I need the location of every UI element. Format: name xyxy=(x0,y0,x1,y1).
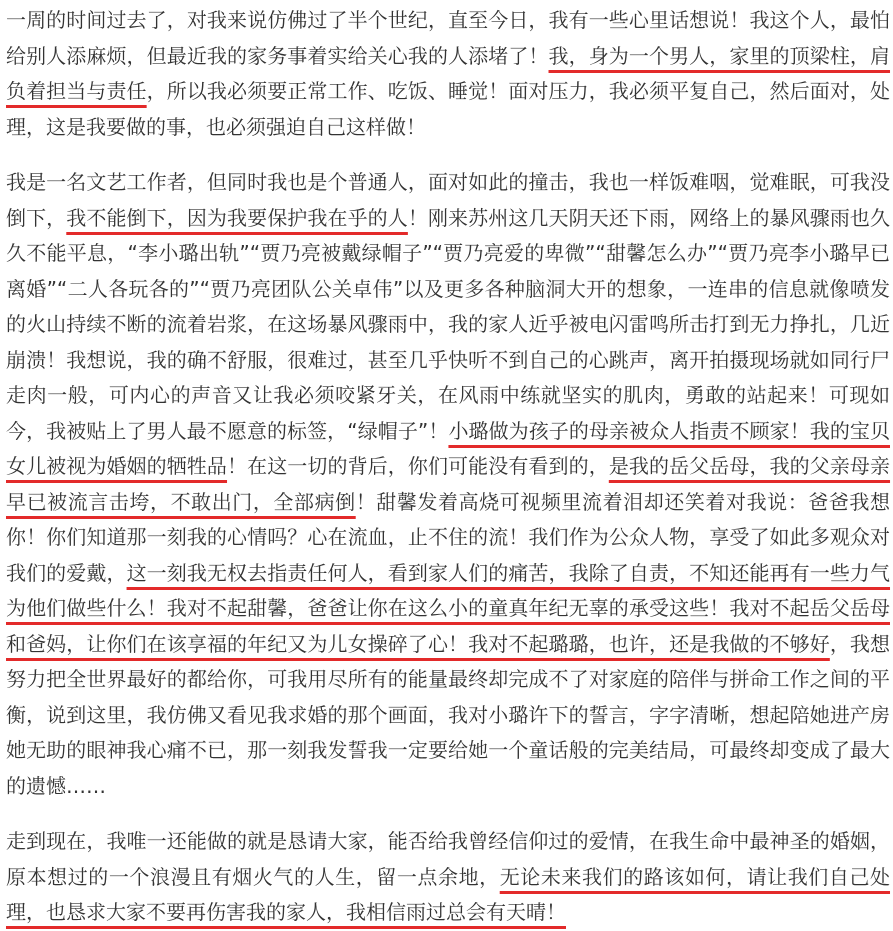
highlighted-text: 小璐做为孩子的母亲被众人指责不顾家！我的宝贝女儿被视为婚姻的牺牲品 xyxy=(6,418,890,478)
text-segment: 一周的时间过去了，对我来说仿佛过了半个世纪，直至今日，我有一些心里话想说！我这个人，最怕给别人添麻烦，但最近我的家务事着实给关心我的人添堵了！ xyxy=(6,8,890,68)
paragraph-2 xyxy=(6,165,890,804)
paragraph-3 xyxy=(6,824,890,931)
article-body xyxy=(6,0,890,931)
text-segment: 我是一名文艺工作者，但同时我也是个普通人，面对如此的撞击，我也一样饭难咽，觉难眠，可我没倒下， xyxy=(6,170,890,230)
text-segment: 走到现在，我唯一还能做的就是恳请大家，能否给我曾经信仰过的爱情，在我生命中最神圣的婚姻，原本想过的一个浪漫且有烟火气的人生，留一点余地， xyxy=(6,829,890,889)
text-segment: ！刚来苏州这几天阴天还下雨，网络上的暴风骤雨也久久不能平息，“李小璐出轨”“贾乃亮被戴绿帽子”“贾乃亮爱的卑微”“甜馨怎么办”“贾乃亮李小璐早已离婚”“二人各玩各的”“贾乃亮团队公关卓伟”以及更多各种脑洞大开的想象，一连串的信息就像喷发的火山持续不断的流着岩浆，在这场暴风骤雨中，我的家人近乎被电闪雷鸣所击打到无力挣扎，几近崩溃！我想说，我的确不舒服，很难过，甚至几乎快听不到自己的心跳声，离开拍摄现场就如同行尸走肉一般，可内心的声音又让我必须咬紧牙关，在风雨中练就坚实的肌肉，勇敢的站起来！可现如今，我被贴上了男人最不愿意的标签，“绿帽子”！ xyxy=(6,205,891,443)
text-segment: ，所以我必须要正常工作、吃饭、睡觉！面对压力，我必须平复自己，然后面对，处理，这是我要做的事，也必须强迫自己这样做！ xyxy=(6,79,891,139)
text-segment: ！在这一切的背后，你们可能没有看到的， xyxy=(227,454,609,478)
highlighted-text: 我不能倒下，因为我要保护我在乎的人 xyxy=(66,205,408,230)
text-segment: ，我想努力把全世界最好的都给你，可我用尽所有的能量最终却完成不了对家庭的陪伴与拼命工作之间的平衡，说到这里，我仿佛又看见我求婚的那个画面，我对小璐许下的誓言，字字清晰，想起陪她进产房她无助的眼神我心痛不已，那一刻我发誓我一定要给她一个童话般的完美结局，可最终却变成了最大的遗憾…… xyxy=(6,631,891,798)
highlighted-text: 是我的岳父岳母，我的父亲母亲早已被流言击垮，不敢出门，全部病倒 xyxy=(6,454,891,514)
highlighted-text: 我，身为一个男人，家里的顶梁柱，肩负着担当与责任 xyxy=(6,43,891,103)
highlighted-text: 这一刻我无权去指责任何人，看到家人们的痛苦，我除了自责，不知还能再有一些力气为他们做些什么！我对不起甜馨，爸爸让你在这么小的童真年纪无辜的承受这些！我对不起岳父岳母和爸妈，让你们在该享福的年纪又为儿女操碎了心！我对不起璐璐，也许，还是我做的不够好 xyxy=(6,560,891,656)
paragraph-1 xyxy=(6,0,890,145)
highlighted-text: 无论未来我们的路该如何，请让我们自己处理，也恳求大家不要再伤害我的家人，我相信雨过总会有天晴！ xyxy=(6,864,891,924)
text-segment: ！甜馨发着高烧可视频里流着泪却还笑着对我说：爸爸我想你！你们知道那一刻我的心情吗？心在流血，止不住的流！我们作为公众人物，享受了如此多观众对我们的爱戴， xyxy=(6,489,891,585)
